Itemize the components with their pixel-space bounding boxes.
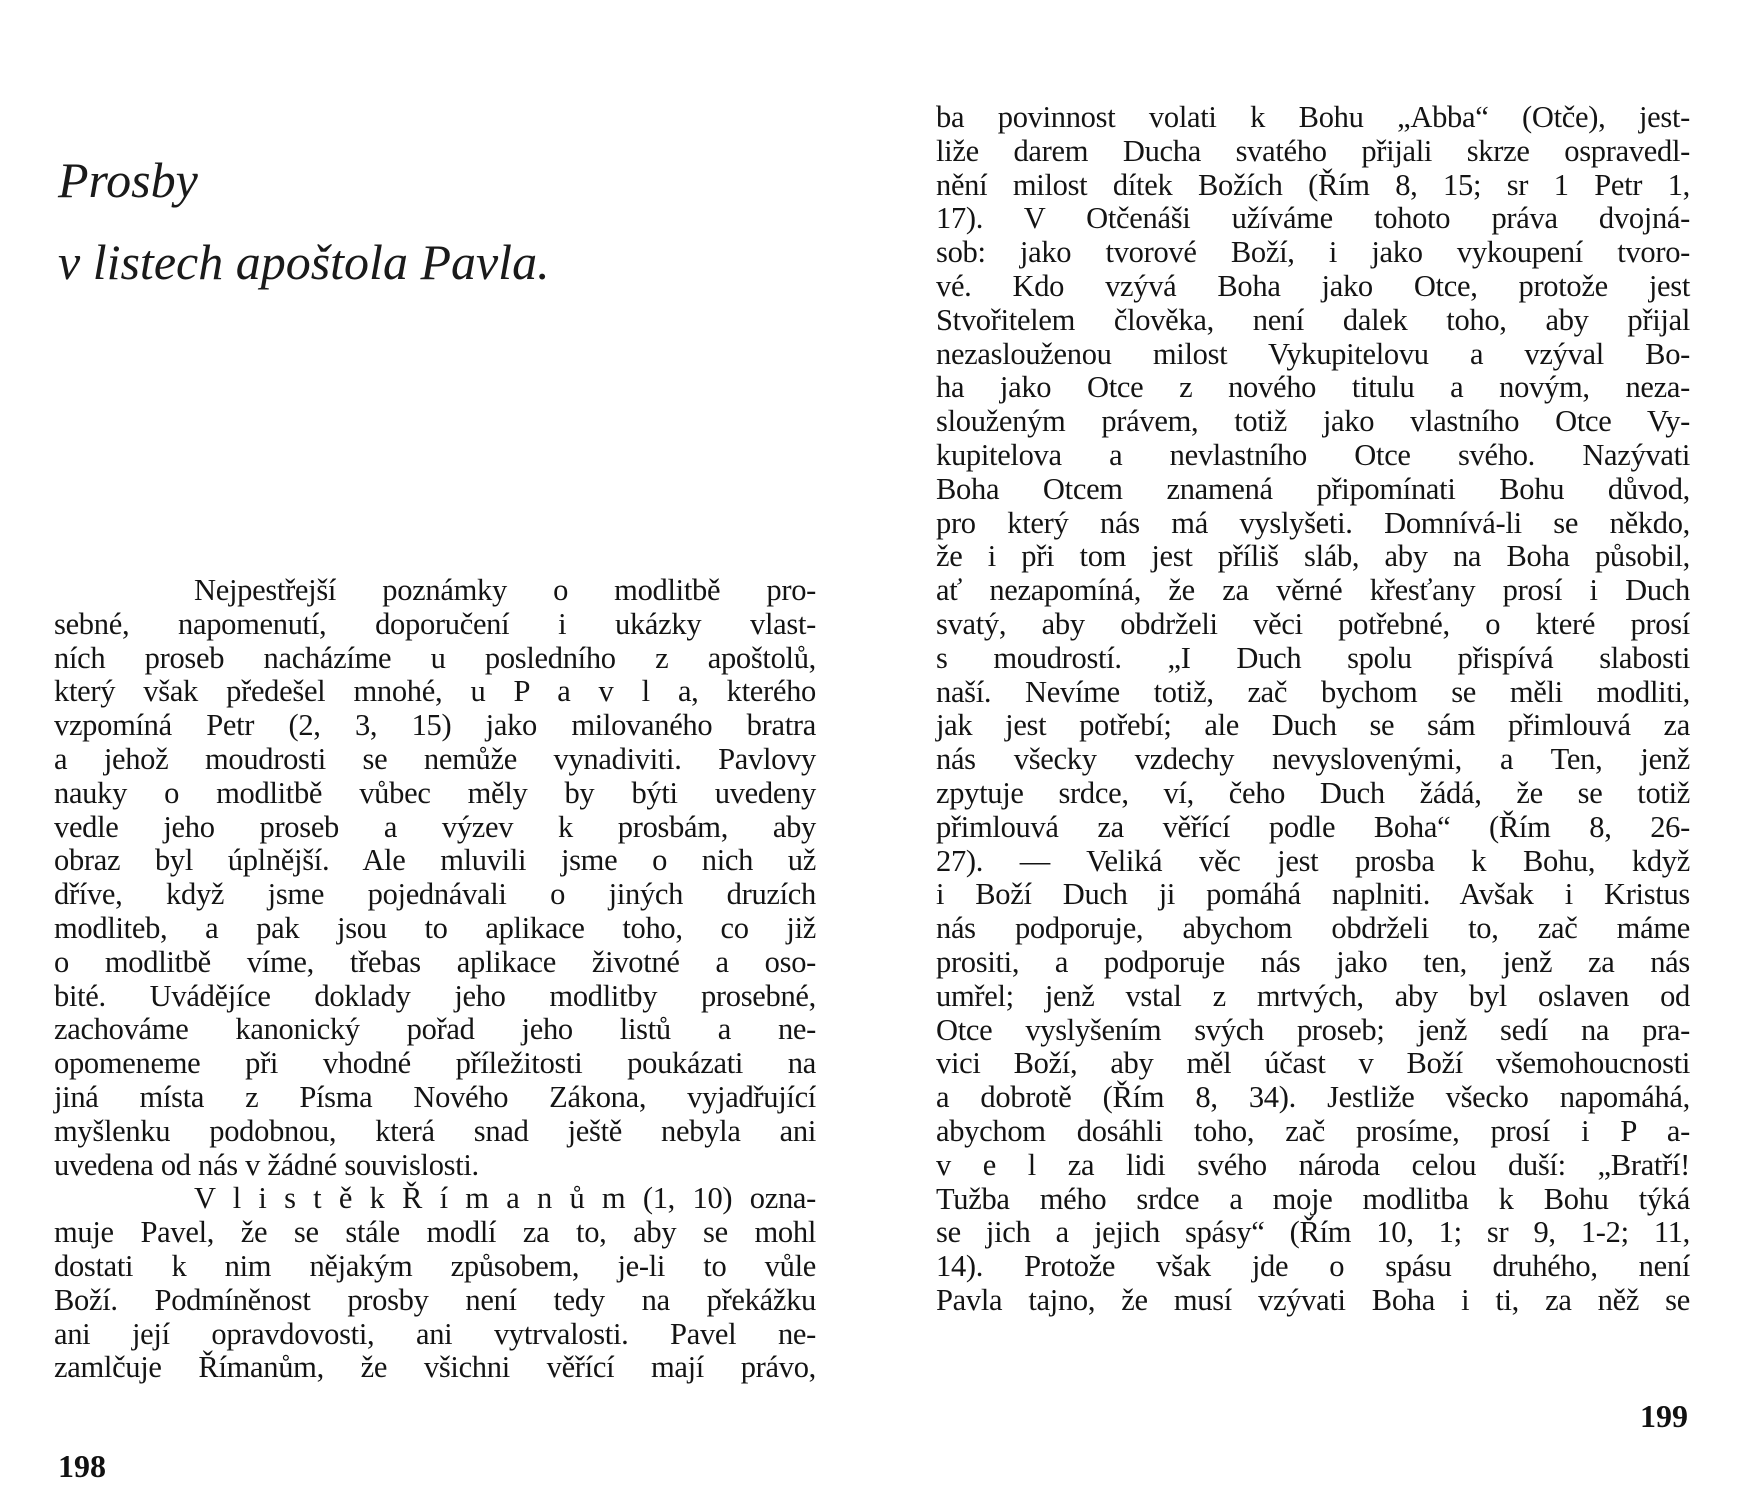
page-number: 199 [1640, 1398, 1688, 1434]
text-line: zachováme kanonický pořad jeho listů a ne- [54, 1012, 816, 1047]
text-line: se jich a jejich spásy“ (Řím 10, 1; sr 9, 1-2; 11, [936, 1215, 1690, 1250]
text-line: pro který nás má vyslyšeti. Domnívá-li se někdo, [936, 505, 1690, 540]
text-line: zpytuje srdce, ví, čeho Duch žádá, že se totiž [936, 775, 1690, 810]
text-line: o modlitbě víme, třebas aplikace životné a oso- [54, 944, 816, 979]
text-line: nás všecky vzdechy nevyslovenými, a Ten, jenž [936, 742, 1690, 777]
text-line: liže darem Ducha svatého přijali skrze ospravedl- [936, 133, 1690, 168]
text-line: nezaslouženou milost Vykupitelovu a vzýval Bo- [936, 336, 1690, 371]
text-line: umřel; jenž vstal z mrtvých, aby byl oslaven od [936, 978, 1690, 1013]
text-line: Tužba mého srdce a moje modlitba k Bohu týká [936, 1181, 1690, 1216]
text-line: slouženým právem, totiž jako vlastního Otce Vy- [936, 404, 1690, 439]
text-line: obraz byl úplnější. Ale mluvili jsme o nich už [54, 843, 816, 878]
text-line: jiná místa z Písma Nového Zákona, vyjadřující [54, 1079, 816, 1114]
text-line: modliteb, a pak jsou to aplikace toho, co již [54, 910, 816, 945]
text-line: vé. Kdo vzývá Boha jako Otce, protože jest [936, 268, 1690, 303]
text-line: jak jest potřebí; ale Duch se sám přimlouvá za [936, 708, 1690, 743]
text-line: ha jako Otce z nového titulu a novým, neza- [936, 370, 1690, 405]
text-line: s moudrostí. „I Duch spolu přispívá slabosti [936, 640, 1690, 675]
text-line: ba povinnost volati k Bohu „Abba“ (Otče), jest- [936, 100, 1690, 134]
text-line: vedle jeho proseb a výzev k prosbám, aby [54, 809, 816, 844]
right-body-text [936, 101, 1690, 1318]
text-line: Boží. Podmíněnost prosby není tedy na překážku [54, 1282, 816, 1317]
text-line: v e l za lidi svého národa celou duší: „Bratří! [936, 1147, 1690, 1182]
right-page [871, 0, 1742, 1500]
text-line: vzpomíná Petr (2, 3, 15) jako milovaného bratra [54, 708, 816, 743]
text-line: dostati k nim nějakým způsobem, je-li to vůle [54, 1248, 816, 1283]
text-line: V l i s t ě k Ř í m a n ů m (1, 10) ozna- [194, 1181, 816, 1216]
chapter-title-line-2: v listech apoštola Pavla. [58, 234, 550, 290]
left-body-text [54, 574, 816, 1385]
text-line: i Boží Duch ji pomáhá naplniti. Avšak i Kristus [936, 877, 1690, 912]
text-line: nauky o modlitbě vůbec měly by býti uvedeny [54, 775, 816, 810]
text-line: zamlčuje Římanům, že všichni věřící mají právo, [54, 1350, 816, 1385]
text-line: ať nezapomíná, že za věrné křesťany prosí i Duch [936, 573, 1690, 608]
text-line: opomeneme při vhodné příležitosti poukázati na [54, 1046, 816, 1081]
text-line: dříve, když jsme pojednávali o jiných druzích [54, 877, 816, 912]
text-line: bité. Uvádějíce doklady jeho modlitby prosebné, [54, 978, 816, 1013]
text-line: že i při tom jest příliš sláb, aby na Boha působil, [936, 539, 1690, 574]
text-line: muje Pavel, že se stále modlí za to, aby se mohl [54, 1215, 816, 1250]
text-line: sob: jako tvorové Boží, i jako vykoupení tvoro- [936, 235, 1690, 270]
text-line: svatý, aby obdrželi věci potřebné, o které prosí [936, 606, 1690, 641]
text-line: Otce vyslyšením svých proseb; jenž sedí na pra- [936, 1012, 1690, 1047]
text-line: Stvořitelem člověka, není dalek toho, aby přijal [936, 302, 1690, 337]
text-line: 17). V Otčenáši užíváme tohoto práva dvojná- [936, 201, 1690, 236]
text-line: kupitelova a nevlastního Otce svého. Nazývati [936, 437, 1690, 472]
text-line: který však předešel mnohé, u P a v l a, kterého [54, 674, 816, 709]
text-line: nění milost dítek Božích (Řím 8, 15; sr 1 Petr 1, [936, 167, 1690, 202]
text-line: Nejpestřejší poznámky o modlitbě pro- [194, 573, 816, 607]
text-line: Boha Otcem znamená připomínati Bohu důvod, [936, 471, 1690, 506]
text-line: 27). — Veliká věc jest prosba k Bohu, když [936, 843, 1690, 878]
text-line: abychom dosáhli toho, zač prosíme, prosí i P a- [936, 1113, 1690, 1148]
text-line: a dobrotě (Řím 8, 34). Jestliže všecko napomáhá, [936, 1080, 1690, 1115]
text-line: sebné, napomenutí, doporučení i ukázky vlast- [54, 606, 816, 641]
text-line: nás podporuje, abychom obdrželi to, zač máme [936, 911, 1690, 946]
text-line: přimlouvá za věřící podle Boha“ (Řím 8, 26- [936, 809, 1690, 844]
text-line: Pavla tajno, že musí vzývati Boha i ti, za něž se [936, 1282, 1690, 1317]
text-line: vici Boží, aby měl účast v Boží všemohoucnosti [936, 1046, 1690, 1081]
text-line: a jehož moudrosti se nemůže vynadiviti. Pavlovy [54, 741, 816, 776]
text-line: myšlenku podobnou, která snad ještě nebyla ani [54, 1113, 816, 1148]
text-line: prositi, a podporuje nás jako ten, jenž za nás [936, 944, 1690, 979]
text-line: naší. Nevíme totiž, zač bychom se měli modliti, [936, 674, 1690, 709]
text-line: 14). Protože však jde o spásu druhého, není [936, 1249, 1690, 1284]
text-line: ani její opravdovosti, ani vytrvalosti. Pavel ne- [54, 1316, 816, 1351]
text-line: uvedena od nás v žádné souvislosti. [54, 1147, 479, 1182]
page-number: 198 [58, 1448, 106, 1484]
chapter-title-line-1: Prosby [58, 152, 198, 208]
text-line: ních proseb nacházíme u posledního z apoštolů, [54, 640, 816, 675]
